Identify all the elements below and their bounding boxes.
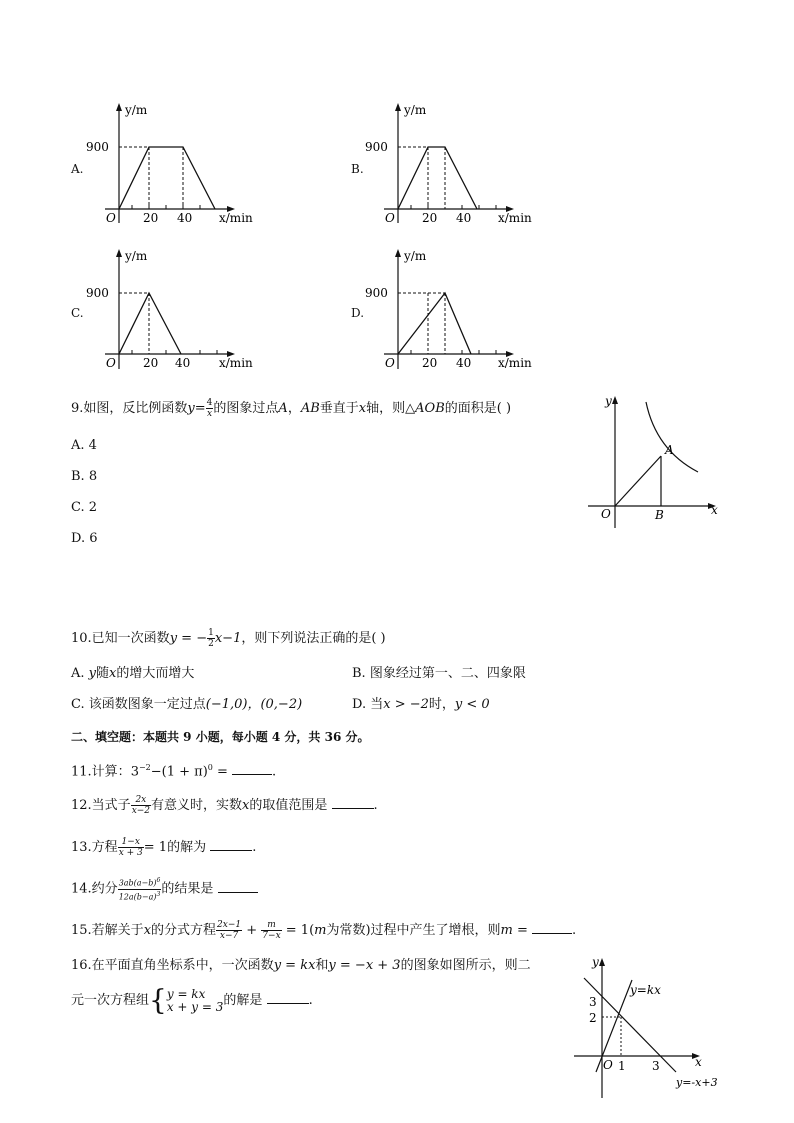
graph-line	[119, 293, 181, 354]
question-13: 13.方程 $\frac{1-x}{x + 3}$ = 1的解为 .	[71, 837, 257, 858]
point-b-label: B	[655, 508, 664, 522]
x-tick-40: 40	[456, 356, 472, 370]
answer-blank[interactable]	[267, 991, 309, 1004]
y-axis-label: y/m	[404, 103, 427, 117]
point-a-label: A	[665, 443, 674, 457]
origin-label: O	[603, 1058, 613, 1072]
x-tick-40: 40	[177, 211, 193, 225]
q10-option-b[interactable]: B. 图象经过第一、二、四象限	[352, 666, 526, 681]
y-tick-900: 900	[86, 286, 109, 300]
origin-label: O	[385, 211, 395, 225]
graph-option-c	[85, 241, 275, 376]
graph-line	[119, 147, 215, 209]
answer-blank[interactable]	[232, 762, 272, 775]
graph-line	[398, 293, 471, 354]
option-d-label: D.	[351, 306, 365, 320]
x-tick-40: 40	[456, 211, 472, 225]
x-tick-20: 20	[422, 211, 438, 225]
y-axis-label: y/m	[404, 249, 427, 263]
x-axis-label: x/min	[498, 356, 532, 370]
q9-option-d[interactable]: D. 6	[71, 531, 98, 546]
question-16-line-2: 元一次方程组{ y = kx x + y = 3 的解是 .	[71, 983, 313, 1017]
y-label: y	[605, 394, 612, 408]
hyperbola-curve	[646, 402, 698, 472]
option-c-label: C.	[71, 306, 84, 320]
origin-label: O	[106, 211, 116, 225]
x-axis-label: x/min	[219, 356, 253, 370]
x-tick-40: 40	[175, 356, 191, 370]
y-tick-900: 900	[86, 140, 109, 154]
answer-blank[interactable]	[532, 921, 572, 934]
graph-line	[398, 147, 477, 209]
graph-option-b	[364, 95, 554, 230]
origin-label: O	[385, 356, 395, 370]
x-tick-3: 3	[652, 1059, 660, 1073]
q16-figure	[570, 950, 730, 1100]
question-16-line-1: 16.在平面直角坐标系中，一次函数y = kx和y = −x + 3的图象如图所示，则二	[71, 958, 531, 973]
x-label: x	[711, 503, 718, 517]
question-12: 12.当式子 $\frac{2x}{x-2}$ 有意义时，实数x的取值范围是 .	[71, 795, 378, 816]
x-axis-label: x/min	[219, 211, 253, 225]
graph-option-d	[364, 241, 554, 376]
y-tick-900: 900	[365, 140, 388, 154]
question-11: 11.计算：$3^{-2}-(1 + \pi)^0$ = .	[71, 763, 277, 780]
origin-label: O	[601, 507, 611, 521]
answer-blank[interactable]	[210, 838, 252, 851]
option-a-label: A.	[71, 162, 84, 176]
q9-option-b[interactable]: B. 8	[71, 469, 98, 484]
question-10: 10.已知一次函数y = − $\frac{1}{2}$ x−1，则下列说法正确的是( )	[71, 628, 386, 649]
section-2-header: 二、填空题：本题共 9 小题，每小题 4 分，共 36 分。	[71, 730, 370, 744]
y-axis-label: y/m	[125, 103, 148, 117]
x-tick-1: 1	[618, 1059, 626, 1073]
q10-option-d[interactable]: D. 当x > −2时，y < 0	[352, 697, 490, 712]
label-y-neg-x-plus-3: y=-x+3	[676, 1076, 718, 1089]
y-axis-label: y/m	[125, 249, 148, 263]
label-y-kx: y=kx	[630, 983, 661, 997]
question-14: 14.约分 $\frac{3ab(a-b)^6}{12a(b-a)^3}$ 的结果是	[71, 876, 258, 902]
q10-option-a[interactable]: A. y随x的增大而增大	[71, 666, 195, 681]
answer-blank[interactable]	[332, 796, 374, 809]
origin-label: O	[106, 356, 116, 370]
x-tick-20: 20	[143, 211, 159, 225]
q9-option-c[interactable]: C. 2	[71, 500, 98, 515]
y-arrow	[116, 103, 122, 111]
x-axis-label: x/min	[498, 211, 532, 225]
question-15: 15.若解关于x的分式方程 $\frac{2x-1}{x-7}$ + $\frac{m}{7-x}$ = 1(m为常数)过程中产生了增根，则m = .	[71, 920, 577, 941]
q9-option-a[interactable]: A. 4	[71, 438, 97, 453]
y-label: y	[592, 955, 599, 969]
y-tick-2: 2	[589, 1011, 597, 1025]
x-tick-20: 20	[422, 356, 438, 370]
option-b-label: B.	[351, 162, 364, 176]
x-tick-20: 20	[143, 356, 159, 370]
y-tick-900: 900	[365, 286, 388, 300]
x-label: x	[695, 1055, 702, 1069]
q10-option-c[interactable]: C. 该函数图象一定过点(−1,0)，(0,−2)	[71, 697, 303, 712]
question-9: 9.如图，反比例函数y= $\frac{4}{x}$ 的图象过点A，AB垂直于x轴，则△AOB的面积是( )	[71, 398, 512, 419]
answer-blank[interactable]	[218, 880, 258, 893]
y-tick-3: 3	[589, 995, 597, 1009]
q9-figure	[584, 390, 724, 530]
graph-option-a	[85, 95, 275, 230]
